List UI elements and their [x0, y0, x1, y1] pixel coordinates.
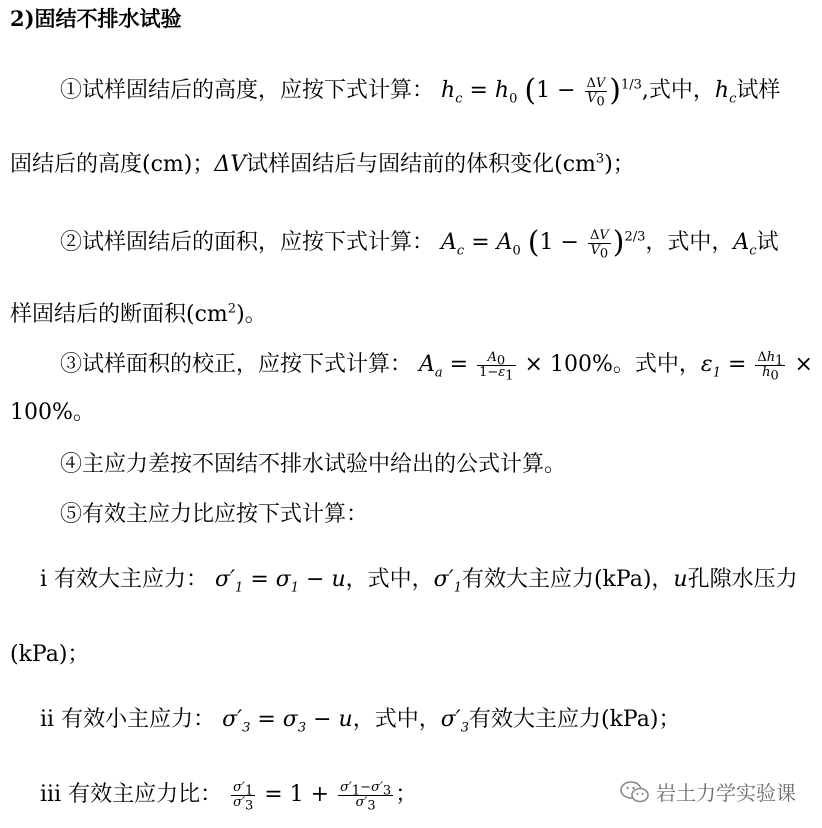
watermark-text: 岩土力学实验课 [656, 781, 796, 805]
fraction-dh: $\frac{\Delta h_1}{h_0}$ [757, 349, 784, 384]
wechat-icon [620, 780, 650, 804]
paragraph-correction-cont: 100%。 [10, 400, 95, 425]
fraction-dv-v0: $\frac{\Delta V}{V_0}$ [586, 75, 606, 110]
paragraph-area-cont: 样固结后的断面积$(cm^2)$。 [10, 301, 267, 327]
item-ii: ii 有效小主应力： $\sigma'_3 = \sigma_3 - u$，式中，$\sigma'_3$有效大主应力(kPa)； [40, 707, 681, 736]
section-heading: 2)固结不排水试验 [10, 6, 182, 31]
item-i: i 有效大主应力： $\sigma'_1 = \sigma_1 - u$，式中，$\sigma'_1$有效大主应力(kPa)，u孔隙水压力 [40, 567, 798, 596]
fraction-dv-v0-2: $\frac{\Delta V}{V_0}$ [589, 227, 609, 262]
paragraph-area: ②试样固结后的面积，应按下式计算： $A_c = A_0$ (1 − $\frac{\Delta V}{V_0}$ )$^{2/3}$，式中，$A_c$试 [60, 225, 779, 262]
fraction-a0: $\frac{A_0}{1-\varepsilon_1}$ [479, 349, 514, 384]
paragraph-height: ①试样固结后的高度，应按下式计算： $h_c = h_0$ (1 − $\frac{\Delta V}{V_0}$ )$^{1/3}$,式中，$h_c$试样 [60, 73, 781, 110]
watermark [620, 777, 796, 806]
paragraph-stress-diff: ④主应力差按不固结不排水试验中给出的公式计算。 [60, 452, 567, 477]
fraction-s1-s3: $\frac{\sigma'_1}{\sigma'_3}$ [233, 779, 254, 814]
paragraph-height-cont: 固结后的高度(cm)；ΔV试样固结后与固结前的体积变化$(cm^3)$； [10, 151, 635, 177]
paragraph-effective-ratio: ⑤有效主应力比应按下式计算： [60, 502, 369, 527]
fraction-diff: $\frac{\sigma'_1-\sigma'_3}{\sigma'_3}$ [340, 779, 392, 814]
item-i-cont: (kPa)； [10, 642, 90, 667]
item-iii: iii 有效主应力比： $\frac{\sigma'_1}{\sigma'_3}$ = 1 + $\frac{\sigma'_1-\sigma'_3}{\sigma'_3}$ ； [40, 779, 418, 814]
paragraph-correction: ③试样面积的校正，应按下式计算： $A_a$ = $\frac{A_0}{1-\varepsilon_1}$ × 100%。式中，$\varepsilon_1$ = $\frac{\Delta h_1}{h_0}$ × [60, 349, 813, 384]
